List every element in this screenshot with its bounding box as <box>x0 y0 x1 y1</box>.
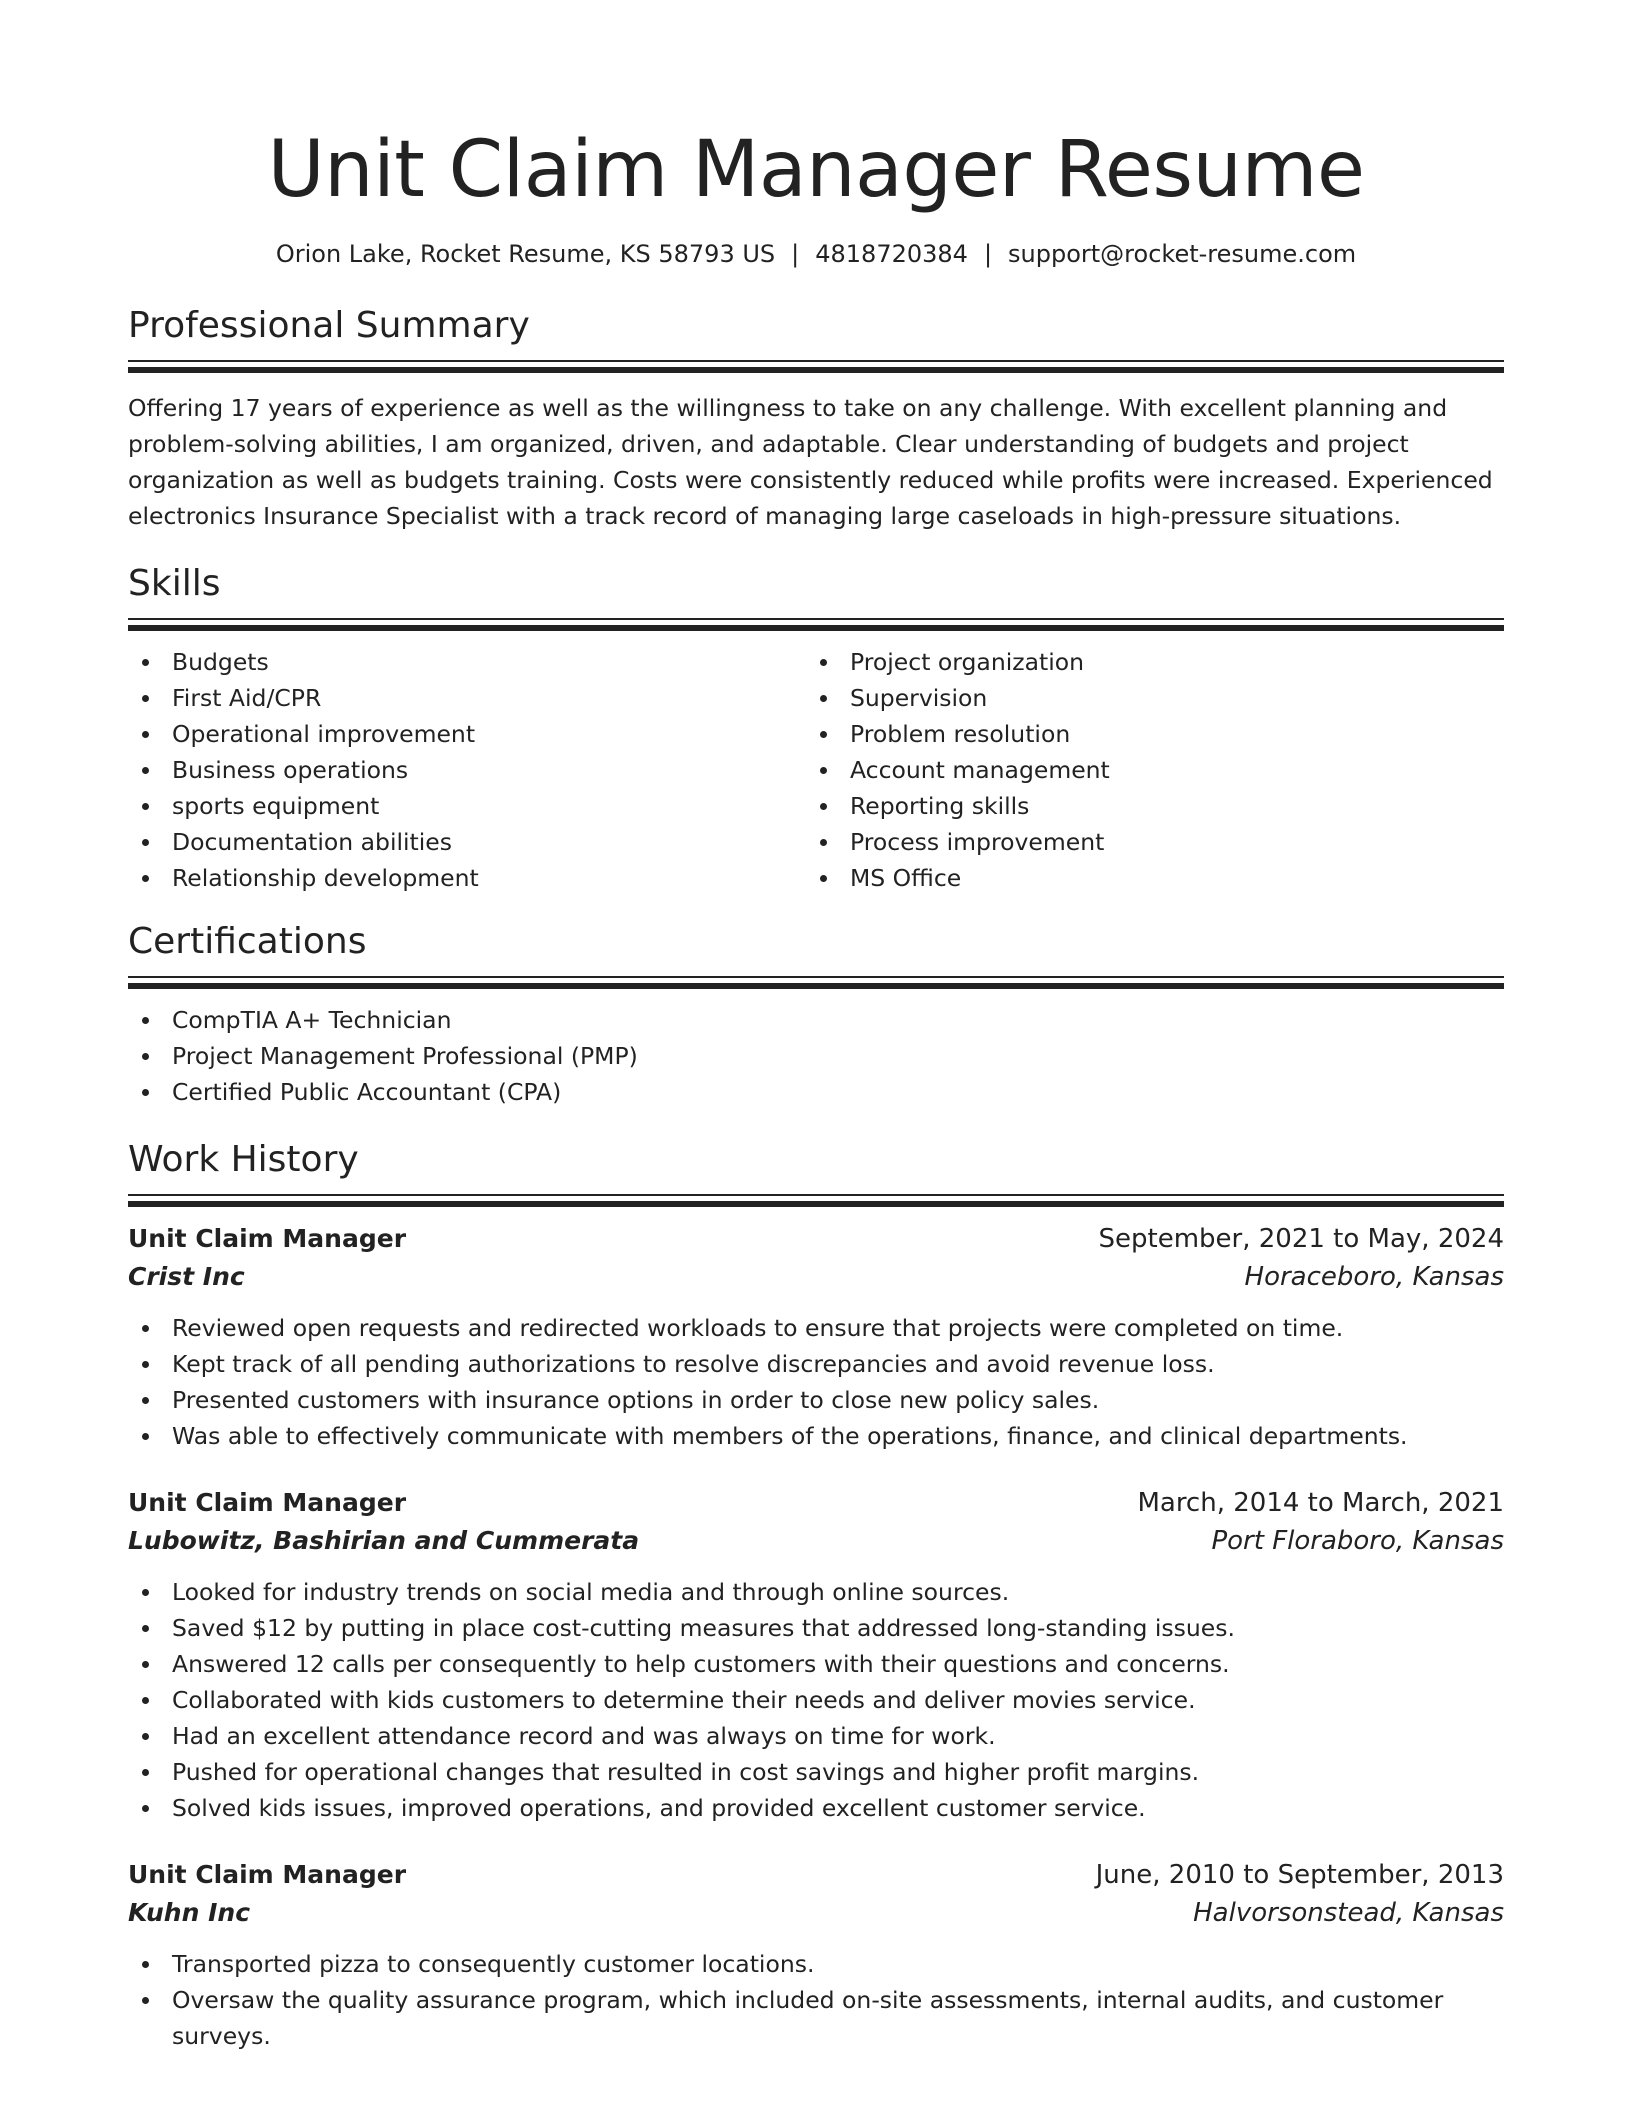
contact-line <box>128 238 1504 270</box>
job-dates: September, 2021 to May, 2024 <box>1098 1224 1504 1254</box>
skills-grid <box>128 644 1504 896</box>
job-bullet: Collaborated with kids customers to determine their needs and deliver movies service. <box>128 1682 1504 1718</box>
skills-section <box>128 562 1504 896</box>
job-employer-row <box>128 1522 1504 1560</box>
job-location: Halvorsonstead, Kansas <box>1193 1898 1504 1928</box>
skill-item: MS Office <box>806 860 1484 896</box>
section-divider <box>128 976 1504 988</box>
resume-title: Unit Claim Manager Resume <box>267 125 1365 215</box>
job-bullet: Looked for industry trends on social media and through online sources. <box>128 1574 1504 1610</box>
section-divider <box>128 1194 1504 1206</box>
job-bullet: Kept track of all pending authorizations to resolve discrepancies and avoid revenue loss. <box>128 1346 1504 1382</box>
certification-item: Project Management Professional (PMP) <box>128 1038 1504 1074</box>
skills-list-right <box>806 644 1484 896</box>
job-bullet-list <box>128 1574 1504 1826</box>
job-entry <box>128 1220 1504 1454</box>
job-title: Unit Claim Manager <box>128 1224 407 1253</box>
job-header-row <box>128 1856 1504 1894</box>
contact-phone: 4818720384 <box>815 240 968 268</box>
summary-section <box>128 304 1504 534</box>
skill-item: Process improvement <box>806 824 1484 860</box>
skills-list-left <box>128 644 806 896</box>
job-header-row <box>128 1484 1504 1522</box>
job-bullet: Solved kids issues, improved operations, and provided excellent customer service. <box>128 1790 1504 1826</box>
contact-separator: | <box>791 240 800 268</box>
job-bullet-list <box>128 1946 1504 2054</box>
job-bullet: Was able to effectively communicate with members of the operations, finance, and clinical departments. <box>128 1418 1504 1454</box>
contact-address: Orion Lake, Rocket Resume, KS 58793 US <box>275 240 776 268</box>
job-company: Lubowitz, Bashirian and Cummerata <box>128 1526 640 1555</box>
section-divider <box>128 360 1504 372</box>
section-title-certifications: Certifications <box>128 921 367 962</box>
skill-item: Relationship development <box>128 860 806 896</box>
skill-item: Project organization <box>806 644 1484 680</box>
job-bullet: Had an excellent attendance record and was always on time for work. <box>128 1718 1504 1754</box>
certification-item: Certified Public Accountant (CPA) <box>128 1074 1504 1110</box>
section-divider <box>128 618 1504 630</box>
job-bullet: Saved $12 by putting in place cost-cutting measures that addressed long-standing issues. <box>128 1610 1504 1646</box>
job-bullet: Presented customers with insurance options in order to close new policy sales. <box>128 1382 1504 1418</box>
skill-item: Supervision <box>806 680 1484 716</box>
job-location: Horaceboro, Kansas <box>1244 1262 1504 1292</box>
skill-item: First Aid/CPR <box>128 680 806 716</box>
job-header-row <box>128 1220 1504 1258</box>
skill-item: Budgets <box>128 644 806 680</box>
skill-item: Account management <box>806 752 1484 788</box>
skill-item: Operational improvement <box>128 716 806 752</box>
job-bullet: Reviewed open requests and redirected workloads to ensure that projects were completed on time. <box>128 1310 1504 1346</box>
job-employer-row <box>128 1258 1504 1296</box>
summary-text: Offering 17 years of experience as well as the willingness to take on any challenge. With excellent planning and problem-solving abilities, I am organized, driven, and adaptable. Clear understanding of budgets and project organization as well as budgets training. Costs were consistently reduced while profits were increased. Experienced electronics Insurance Specialist with a track record of managing large caseloads in high-pressure situations. <box>128 394 1493 530</box>
section-title-work-history: Work History <box>128 1139 359 1180</box>
skill-item: Problem resolution <box>806 716 1484 752</box>
job-title: Unit Claim Manager <box>128 1488 407 1517</box>
job-company: Crist Inc <box>128 1262 245 1291</box>
skill-item: sports equipment <box>128 788 806 824</box>
job-employer-row <box>128 1894 1504 1932</box>
contact-separator: | <box>983 240 993 268</box>
job-bullet: Pushed for operational changes that resulted in cost savings and higher profit margins. <box>128 1754 1504 1790</box>
job-title: Unit Claim Manager <box>128 1860 407 1889</box>
job-dates: March, 2014 to March, 2021 <box>1137 1488 1504 1518</box>
job-entry <box>128 1484 1504 1826</box>
job-company: Kuhn Inc <box>128 1898 251 1927</box>
skill-item: Reporting skills <box>806 788 1484 824</box>
job-entry <box>128 1856 1504 2054</box>
skill-item: Documentation abilities <box>128 824 806 860</box>
certifications-section <box>128 920 1504 1110</box>
resume-page <box>128 0 1504 2054</box>
job-bullet: Oversaw the quality assurance program, which included on-site assessments, internal audits, and customer surveys. <box>128 1982 1504 2054</box>
skill-item: Business operations <box>128 752 806 788</box>
certification-item: CompTIA A+ Technician <box>128 1002 1504 1038</box>
job-location: Port Floraboro, Kansas <box>1211 1526 1504 1556</box>
work-history-section <box>128 1138 1504 2054</box>
section-title-summary: Professional Summary <box>128 305 530 346</box>
job-dates: June, 2010 to September, 2013 <box>1095 1860 1504 1890</box>
job-bullet: Answered 12 calls per consequently to help customers with their questions and concerns. <box>128 1646 1504 1682</box>
job-bullet: Transported pizza to consequently customer locations. <box>128 1946 1504 1982</box>
job-bullet-list <box>128 1310 1504 1454</box>
contact-email: support@rocket-resume.com <box>1008 240 1357 268</box>
certifications-list <box>128 1002 1504 1110</box>
section-title-skills: Skills <box>128 563 221 604</box>
